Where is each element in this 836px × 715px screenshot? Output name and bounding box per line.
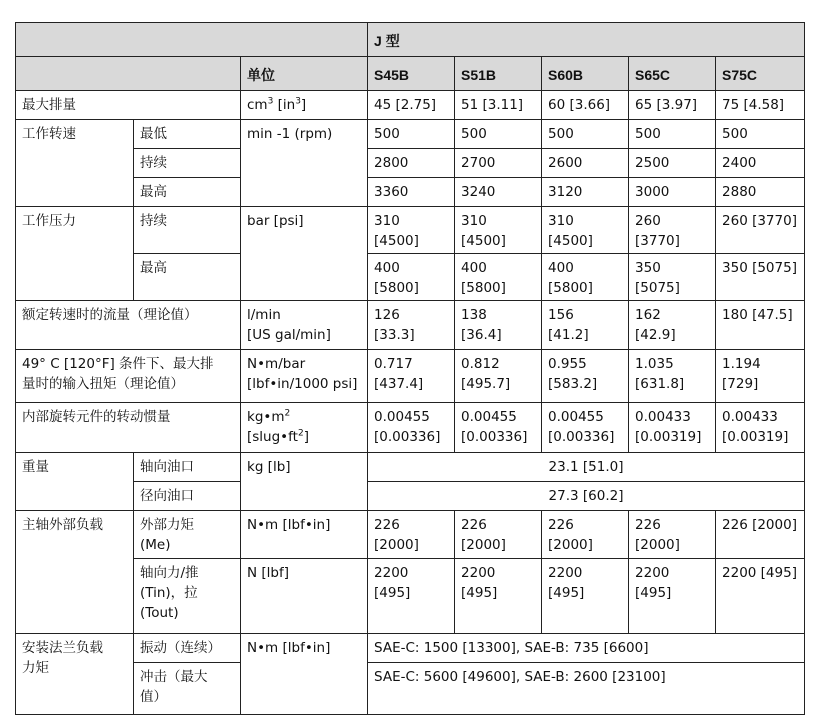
value-cell: 310 [4500] <box>542 207 629 254</box>
value-cell: 2500 <box>629 149 716 178</box>
value-cell: 400 [5800] <box>455 254 542 301</box>
sub-label: 持续 <box>134 149 241 178</box>
sub-label: 最高 <box>134 254 241 301</box>
unit-cell: l/min [US gal/min] <box>241 301 368 350</box>
row-torque <box>16 350 805 403</box>
value-cell: 226 [2000] <box>368 511 455 559</box>
value-cell: 500 <box>716 120 805 149</box>
value-cell: 2700 <box>455 149 542 178</box>
row-flange-vibration <box>16 634 805 663</box>
value-cell: 2200 [495] <box>455 559 542 634</box>
row-flow <box>16 301 805 350</box>
value-cell: 226 [2000] <box>629 511 716 559</box>
value-cell: 51 [3.11] <box>455 91 542 120</box>
value-cell: 226 [2000] <box>455 511 542 559</box>
row-shaft-axial <box>16 559 805 634</box>
value-cell: 0.812 [495.7] <box>455 350 542 403</box>
value-cell: 3000 <box>629 178 716 207</box>
value-cell: 65 [3.97] <box>629 91 716 120</box>
value-cell: 0.00455 [0.00336] <box>455 403 542 453</box>
value-cell: 2200 [495] <box>716 559 805 634</box>
unit-cell: N•m [lbf•in] <box>241 511 368 559</box>
header-row-type <box>16 23 805 57</box>
value-cell: 138 [36.4] <box>455 301 542 350</box>
value-cell: 2200 [495] <box>368 559 455 634</box>
value-cell: 350 [5075] <box>629 254 716 301</box>
param-label: 安装法兰负载 力矩 <box>16 634 134 715</box>
param-label: 工作压力 <box>16 207 134 301</box>
param-label: 主轴外部负载 <box>16 511 134 634</box>
value-cell: 3120 <box>542 178 629 207</box>
type-label: J 型 <box>368 23 805 57</box>
value-cell: 156 [41.2] <box>542 301 629 350</box>
sub-label: 轴向油口 <box>134 453 241 482</box>
unit-header: 单位 <box>241 57 368 91</box>
spec-table <box>15 22 805 715</box>
param-label: 重量 <box>16 453 134 511</box>
value-cell: 0.717 [437.4] <box>368 350 455 403</box>
header-blank-cell <box>16 57 241 91</box>
unit-cell: bar [psi] <box>241 207 368 301</box>
param-label: 内部旋转元件的转动惯量 <box>16 403 241 453</box>
row-max-displacement <box>16 91 805 120</box>
value-cell: 0.00433 [0.00319] <box>629 403 716 453</box>
param-label: 49° C [120°F] 条件下、最大排 量时的输入扭矩（理论值） <box>16 350 241 403</box>
value-cell: 500 <box>455 120 542 149</box>
unit-cell: min -1 (rpm) <box>241 120 368 207</box>
row-weight-axial <box>16 453 805 482</box>
header-row-models <box>16 57 805 91</box>
row-flange-shock <box>16 663 805 715</box>
sub-label: 持续 <box>134 207 241 254</box>
value-cell: SAE-C: 5600 [49600], SAE-B: 2600 [23100] <box>368 663 805 715</box>
value-cell: 500 <box>542 120 629 149</box>
model-s45b: S45B <box>368 57 455 91</box>
value-cell: 2400 <box>716 149 805 178</box>
unit-cell: N•m/bar [lbf•in/1000 psi] <box>241 350 368 403</box>
value-cell: 2880 <box>716 178 805 207</box>
value-cell: 2200 [495] <box>542 559 629 634</box>
row-weight-radial <box>16 482 805 511</box>
value-cell: 400 [5800] <box>542 254 629 301</box>
value-cell: 226 [2000] <box>716 511 805 559</box>
unit-cell: kg [lb] <box>241 453 368 511</box>
param-label: 额定转速时的流量（理论值） <box>16 301 241 350</box>
value-cell: 2600 <box>542 149 629 178</box>
value-cell: 0.00433 [0.00319] <box>716 403 805 453</box>
value-cell: 27.3 [60.2] <box>368 482 805 511</box>
value-cell: 310 [4500] <box>455 207 542 254</box>
model-s65c: S65C <box>629 57 716 91</box>
row-shaft-moment <box>16 511 805 559</box>
value-cell: 60 [3.66] <box>542 91 629 120</box>
row-speed-min <box>16 120 805 149</box>
value-cell: 500 <box>629 120 716 149</box>
model-s51b: S51B <box>455 57 542 91</box>
sub-label: 冲击（最大 值） <box>134 663 241 715</box>
value-cell: 310 [4500] <box>368 207 455 254</box>
value-cell: 45 [2.75] <box>368 91 455 120</box>
row-pressure-max <box>16 254 805 301</box>
row-pressure-continuous <box>16 207 805 254</box>
row-speed-continuous <box>16 149 805 178</box>
value-cell: 226 [2000] <box>542 511 629 559</box>
sub-label: 振动（连续） <box>134 634 241 663</box>
param-label: 工作转速 <box>16 120 134 207</box>
row-speed-max <box>16 178 805 207</box>
value-cell: 500 <box>368 120 455 149</box>
sub-label: 最高 <box>134 178 241 207</box>
unit-cell: N•m [lbf•in] <box>241 634 368 715</box>
unit-cell: $kg•m^2$ $[slug•ft^2]$ <box>241 403 368 453</box>
value-cell: 350 [5075] <box>716 254 805 301</box>
value-cell: 1.035 [631.8] <box>629 350 716 403</box>
value-cell: 0.00455 [0.00336] <box>542 403 629 453</box>
param-label: 最大排量 <box>16 91 241 120</box>
unit-cell: $cm^3$ $[in^3]$ <box>241 91 368 120</box>
value-cell: 0.00455 [0.00336] <box>368 403 455 453</box>
value-cell: 260 [3770] <box>716 207 805 254</box>
row-inertia <box>16 403 805 453</box>
unit-cell: N [lbf] <box>241 559 368 634</box>
value-cell: 1.194 [729] <box>716 350 805 403</box>
sub-label: 最低 <box>134 120 241 149</box>
value-cell: 3360 <box>368 178 455 207</box>
sub-label: 外部力矩 (Me) <box>134 511 241 559</box>
value-cell: 126 [33.3] <box>368 301 455 350</box>
value-cell: 400 [5800] <box>368 254 455 301</box>
value-cell: 180 [47.5] <box>716 301 805 350</box>
value-cell: 23.1 [51.0] <box>368 453 805 482</box>
model-s60b: S60B <box>542 57 629 91</box>
model-s75c: S75C <box>716 57 805 91</box>
sub-label: 轴向力/推 (Tin)，拉 (Tout) <box>134 559 241 634</box>
value-cell: 3240 <box>455 178 542 207</box>
value-cell: 75 [4.58] <box>716 91 805 120</box>
header-blank-cell <box>16 23 368 57</box>
value-cell: 0.955 [583.2] <box>542 350 629 403</box>
value-cell: 260 [3770] <box>629 207 716 254</box>
value-cell: 2200 [495] <box>629 559 716 634</box>
value-cell: SAE-C: 1500 [13300], SAE-B: 735 [6600] <box>368 634 805 663</box>
sub-label: 径向油口 <box>134 482 241 511</box>
value-cell: 162 [42.9] <box>629 301 716 350</box>
value-cell: 2800 <box>368 149 455 178</box>
